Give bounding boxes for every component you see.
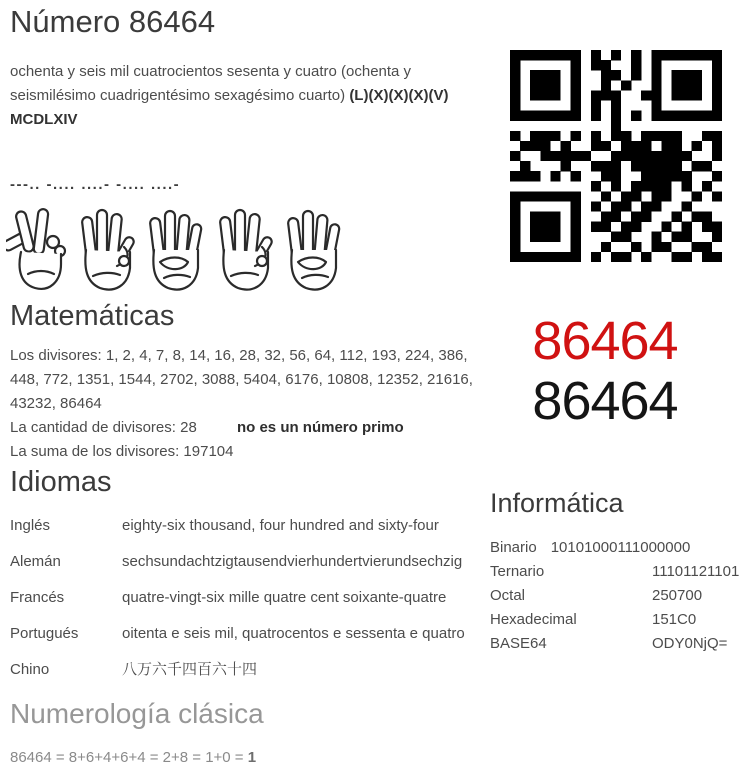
language-label: Francés [10,589,65,606]
informatics-value: 10101000111000000 [550,539,691,556]
informatics-label: BASE64 [490,635,547,652]
section-heading-languages: Idiomas [10,466,112,498]
language-label: Alemán [10,553,61,570]
equation-text: 86464 = 8+6+4+6+4 = 2+8 = 1+0 = [10,749,244,766]
hand-sign-icon [144,204,208,292]
divisors-list: Los divisores: 1, 2, 4, 7, 8, 14, 16, 28, 32, 56, 64, 112, 193, 224, 386, 448, 772, 1351, 1544, 2702, 3088, 5404, 6176, 10808, 12352, 21616, 43232, 86464 [10,347,473,412]
cardinal-words: ochenta y seis mil cuatrocientos sesenta y cuatro [10,63,337,80]
morse-code: ---.. -.... ....- -.... ....- [10,176,181,193]
hand-sign-icon [282,204,346,292]
hand-sign-icon [213,204,277,292]
section-heading-math: Matemáticas [10,300,175,332]
informatics-value: ODY0NjQ= [652,635,728,652]
equation-result: 1 [247,749,257,766]
informatics-label: Hexadecimal [490,611,577,628]
language-value: eighty-six thousand, four hundred and sixty-four [122,517,439,534]
section-heading-informatics: Informática [490,488,624,518]
language-row [10,508,474,544]
language-label: Chino [10,661,50,678]
number-in-words [10,60,474,132]
language-row [10,580,474,616]
informatics-row [490,608,748,632]
informatics-table [490,536,748,656]
big-number-red: 86464 [532,311,678,371]
qr-code [510,50,722,262]
hand-sign-icon [75,204,139,292]
language-row [10,544,474,580]
hand-signs [6,200,366,292]
language-label: Inglés [10,517,51,534]
prime-note: no es un número primo [236,419,404,436]
informatics-label: Octal [490,587,526,604]
language-label: Portugués [10,625,79,642]
divisor-count: La cantidad de divisores: 28 [10,419,197,436]
roman-factored: (L)(X)(X)(X)(V) [349,87,449,104]
divisor-sum: La suma de los divisores: 197104 [10,443,234,460]
ordinal-words: (ochenta y seismilésimo cuadrigentésimo sexagésimo cuarto) [10,63,412,104]
divisor-count-line [10,416,474,440]
informatics-row [490,584,748,608]
informatics-value: 11101121101 [652,563,740,580]
informatics-label: Binario [490,539,537,556]
big-number-black: 86464 [532,371,678,431]
informatics-label: Ternario [490,563,545,580]
numerology-equation [10,748,256,768]
language-value: sechsundachtzigtausendvierhundertvierundsechzig [122,553,463,570]
language-value: oitenta e seis mil, quatrocentos e sessenta e quatro [122,625,465,642]
math-section [10,344,474,464]
hand-sign-icon [6,204,70,292]
informatics-row [490,536,748,560]
language-row [10,616,474,652]
language-value: quatre-vingt-six mille quatre cent soixante-quatre [122,589,447,606]
language-row [10,652,474,688]
informatics-row [490,632,748,656]
page-title: Número 86464 [10,4,216,39]
informatics-value: 151C0 [652,611,697,628]
section-heading-numerology: Numerología clásica [10,698,264,729]
language-value: 八万六千四百六十四 [122,661,258,678]
informatics-row [490,560,748,584]
languages-table [10,508,474,688]
informatics-value: 250700 [652,587,703,604]
roman-numeral: MCDLXIV [10,111,78,128]
